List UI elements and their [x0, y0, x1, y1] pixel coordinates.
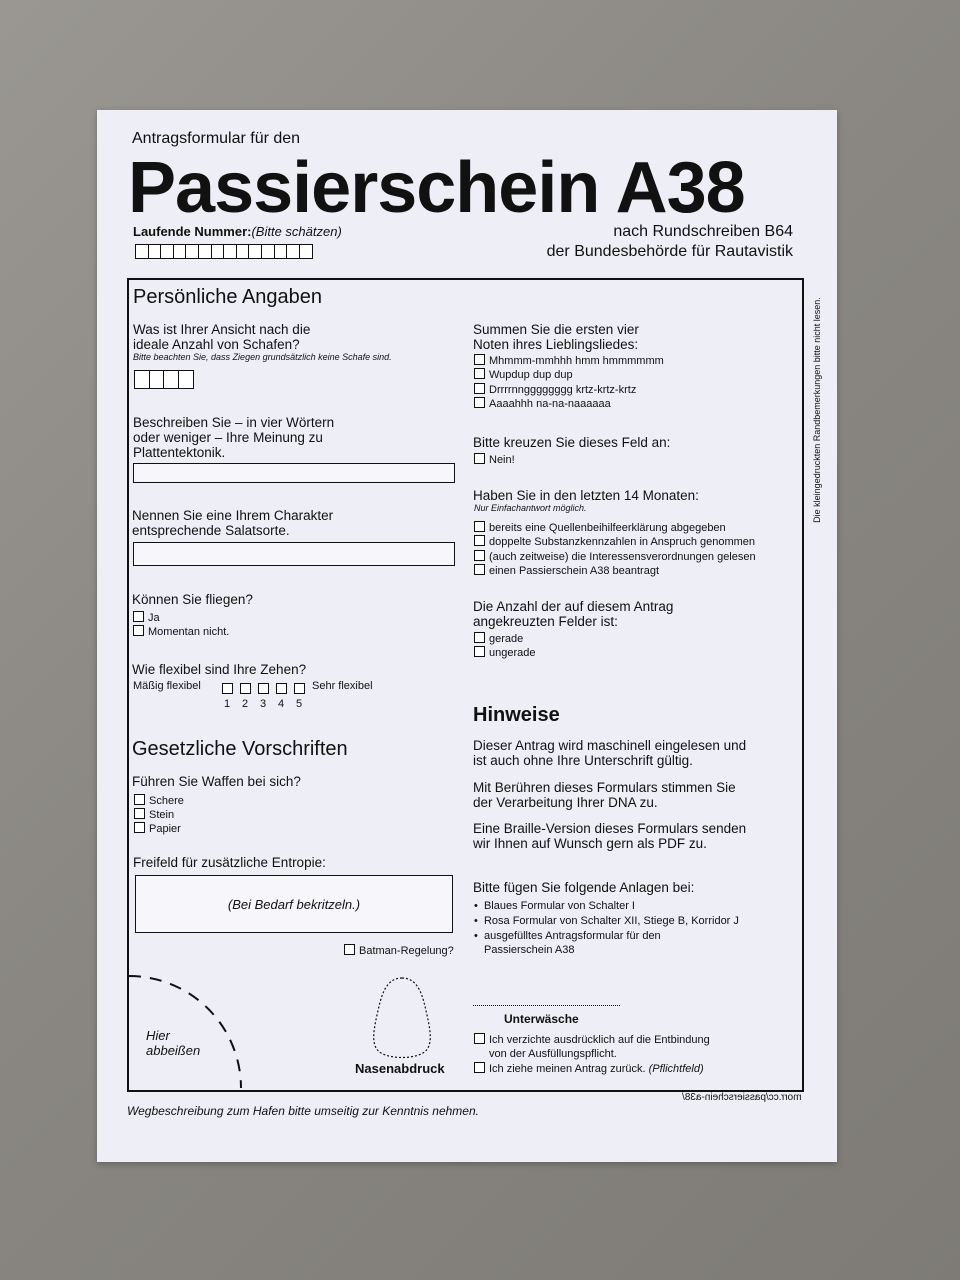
- checkbox[interactable]: [474, 453, 485, 464]
- attachment-3: • ausgefülltes Antragsformular für den: [474, 930, 661, 942]
- form-title: Passierschein A38: [128, 148, 745, 228]
- cross-question: Bitte kreuzen Sie dieses Feld an:: [473, 435, 671, 450]
- checkbox[interactable]: [134, 794, 145, 805]
- checkbox[interactable]: [474, 1062, 485, 1073]
- salad-input[interactable]: [133, 542, 455, 566]
- fly-option-yes[interactable]: Ja: [133, 611, 160, 624]
- weapons-option-paper[interactable]: Papier: [134, 822, 181, 835]
- checkbox[interactable]: [134, 822, 145, 833]
- months-option-2[interactable]: doppelte Substanzkennzahlen in Anspruch genommen: [474, 535, 755, 548]
- salad-question: Nennen Sie eine Ihrem Charakter entsprechende Salatsorte.: [132, 508, 334, 538]
- checkbox[interactable]: [474, 535, 485, 546]
- bite-here-label: Hier abbeißen: [146, 1028, 201, 1058]
- sheep-question: Was ist Ihrer Ansicht nach die ideale Anzahl von Schafen?: [133, 322, 311, 352]
- tectonic-question: Beschreiben Sie – in vier Wörtern oder weniger – Ihre Meinung zu Plattentektonik.: [133, 415, 335, 460]
- checkbox[interactable]: [474, 521, 485, 532]
- cross-option-no[interactable]: Nein!: [474, 453, 515, 466]
- checkbox[interactable]: [133, 611, 144, 622]
- final-option-withdraw[interactable]: Ich ziehe meinen Antrag zurück. (Pflichtfeld): [474, 1062, 704, 1075]
- toes-high-label: Sehr flexibel: [312, 680, 373, 692]
- toes-low-label: Mäßig flexibel: [133, 680, 201, 692]
- entropy-label: Freifeld für zusätzliche Entropie:: [133, 855, 326, 870]
- checkbox[interactable]: [474, 1033, 485, 1044]
- hints-heading: Hinweise: [473, 704, 560, 726]
- attachment-3-continued: Passierschein A38: [484, 944, 575, 956]
- checkbox[interactable]: [133, 625, 144, 636]
- toes-option-2[interactable]: 2: [236, 680, 254, 710]
- count-question: Die Anzahl der auf diesem Antrag angekreuzten Felder ist:: [473, 599, 674, 629]
- nose-print-outline[interactable]: [367, 975, 437, 1060]
- checkbox[interactable]: [474, 354, 485, 365]
- fly-question: Können Sie fliegen?: [132, 592, 253, 607]
- checkbox[interactable]: [474, 368, 485, 379]
- notes-option-1[interactable]: Mhmmm-mmhhh hmm hmmmmmm: [474, 354, 664, 367]
- months-note: Nur Einfachantwort möglich.: [474, 503, 587, 513]
- notes-option-2[interactable]: Wupdup dup dup: [474, 368, 573, 381]
- checkbox[interactable]: [474, 550, 485, 561]
- toes-question: Wie flexibel sind Ihre Zehen?: [132, 662, 307, 677]
- checkbox[interactable]: [134, 808, 145, 819]
- attachments-question: Bitte fügen Sie folgende Anlagen bei:: [473, 880, 695, 895]
- number-hint: (Bitte schätzen): [251, 224, 342, 239]
- serial-number-boxes[interactable]: [135, 244, 312, 259]
- hint-dna: Mit Berühren dieses Formulars stimmen Sie der Verarbeitung Ihrer DNA zu.: [473, 780, 736, 810]
- months-option-3[interactable]: (auch zeitweise) die Interessensverordnungen gelesen: [474, 550, 756, 563]
- checkbox[interactable]: [474, 397, 485, 408]
- entropy-scribble-box[interactable]: [135, 875, 453, 933]
- footer-url-mirrored[interactable]: morr.cc/passierschein-a38/: [681, 1092, 801, 1103]
- toes-option-1[interactable]: 1: [218, 680, 236, 710]
- form-sheet: [97, 110, 837, 1162]
- margin-note: Die kleingedruckten Randbemerkungen bitte nicht lesen.: [812, 297, 822, 523]
- notes-question: Summen Sie die ersten vier Noten ihres Lieblingsliedes:: [473, 322, 639, 352]
- toes-option-5[interactable]: 5: [290, 680, 308, 710]
- months-question: Haben Sie in den letzten 14 Monaten:: [473, 488, 699, 503]
- reference-line-2: der Bundesbehörde für Rautavistik: [546, 243, 793, 260]
- sheep-note: Bitte beachten Sie, dass Ziegen grundsätzlich keine Schafe sind.: [133, 352, 392, 362]
- reference-line-1: nach Rundschreiben B64: [613, 223, 793, 240]
- toes-option-4[interactable]: 4: [272, 680, 290, 710]
- toes-scale: [218, 680, 308, 710]
- notes-option-4[interactable]: Aaaahhh na-na-naaaaaa: [474, 397, 611, 410]
- checkbox[interactable]: [344, 944, 355, 955]
- count-option-odd[interactable]: ungerade: [474, 646, 536, 659]
- attachment-1: • Blaues Formular von Schalter I: [474, 900, 635, 912]
- number-label: Laufende Nummer:(Bitte schätzen): [133, 224, 342, 239]
- notes-option-3[interactable]: Drrrrnngggggggg krtz-krtz-krtz: [474, 383, 636, 396]
- weapons-option-stone[interactable]: Stein: [134, 808, 174, 821]
- checkbox[interactable]: [474, 383, 485, 394]
- toes-option-3[interactable]: 3: [254, 680, 272, 710]
- pre-title: Antragsformular für den: [132, 130, 301, 147]
- entropy-hint: (Bei Bedarf bekritzeln.): [227, 896, 361, 912]
- checkbox[interactable]: [474, 564, 485, 575]
- final-option-waive[interactable]: Ich verzichte ausdrücklich auf die Entbindung von der Ausfüllungspflicht.: [474, 1033, 710, 1061]
- hint-braille: Eine Braille-Version dieses Formulars senden wir Ihnen auf Wunsch gern als PDF zu.: [473, 821, 747, 851]
- hint-machine-read: Dieser Antrag wird maschinell eingelesen und ist auch ohne Ihre Unterschrift gültig.: [473, 738, 747, 768]
- weapons-option-scissors[interactable]: Schere: [134, 794, 184, 807]
- count-option-even[interactable]: gerade: [474, 632, 523, 645]
- tectonic-input[interactable]: [133, 463, 455, 483]
- checkbox[interactable]: [474, 646, 485, 657]
- signature-line[interactable]: [473, 1005, 620, 1006]
- checkbox[interactable]: [474, 632, 485, 643]
- batman-option[interactable]: Batman-Regelung?: [344, 944, 454, 957]
- weapons-question: Führen Sie Waffen bei sich?: [132, 774, 301, 789]
- nose-print-label: Nasenabdruck: [355, 1061, 445, 1076]
- section-personal-heading: Persönliche Angaben: [133, 286, 323, 308]
- footer-directions: Wegbeschreibung zum Hafen bitte umseitig zur Kenntnis nehmen.: [127, 1104, 479, 1118]
- underwear-label: Unterwäsche: [504, 1012, 579, 1026]
- months-option-4[interactable]: einen Passierschein A38 beantragt: [474, 564, 659, 577]
- attachment-2: • Rosa Formular von Schalter XII, Stiege B, Korridor J: [474, 915, 739, 927]
- sheep-count-boxes[interactable]: [134, 370, 192, 389]
- section-legal-heading: Gesetzliche Vorschriften: [132, 738, 348, 760]
- months-option-1[interactable]: bereits eine Quellenbeihilfeerklärung abgegeben: [474, 521, 726, 534]
- fly-option-not-now[interactable]: Momentan nicht.: [133, 625, 229, 638]
